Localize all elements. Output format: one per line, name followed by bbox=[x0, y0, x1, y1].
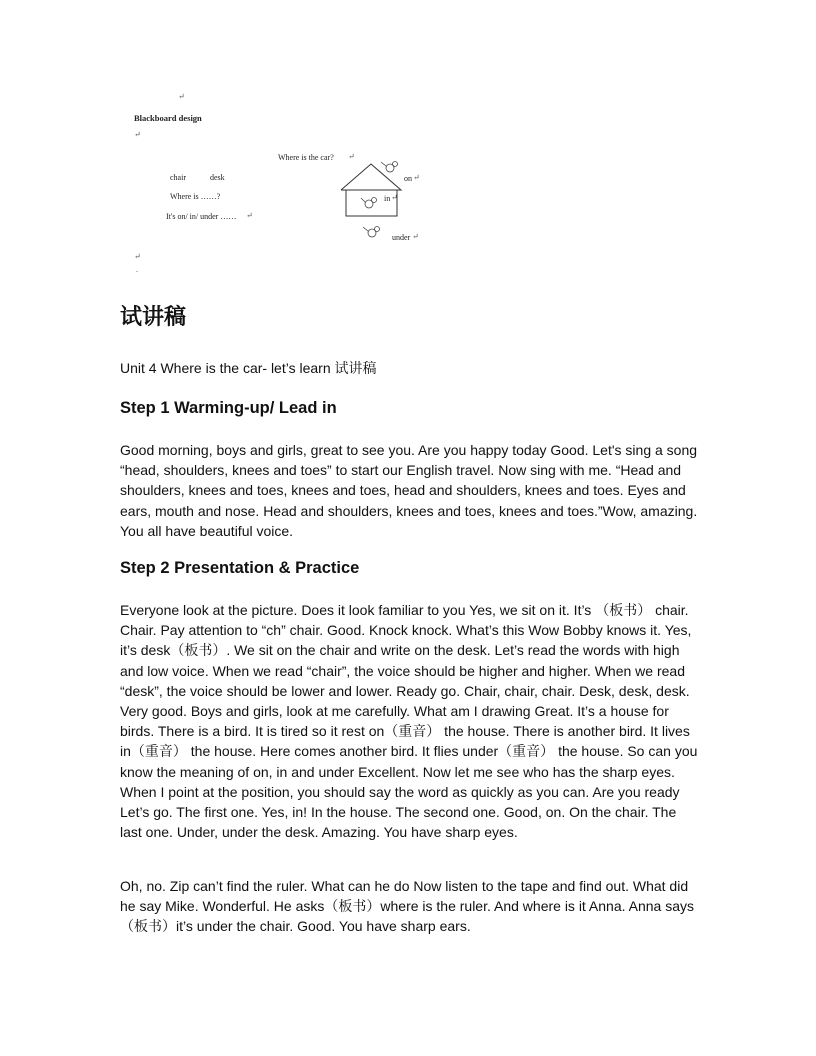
paragraph-mark: ↵ bbox=[348, 152, 355, 161]
paragraph-mark: . bbox=[136, 265, 138, 274]
bird-icon bbox=[381, 162, 398, 173]
page-heading: 试讲稿 bbox=[120, 305, 187, 330]
word-chair: chair bbox=[170, 173, 186, 182]
bird-icon bbox=[361, 198, 377, 209]
blackboard-question: Where is the car? bbox=[278, 153, 334, 162]
house-walls bbox=[346, 190, 397, 216]
paragraph-mark: ↵ bbox=[246, 211, 253, 220]
paragraph-mark: ↵ bbox=[134, 252, 141, 261]
paragraph-mark: ↵ bbox=[412, 232, 419, 241]
paragraph-mark: ↵ bbox=[178, 92, 185, 101]
blackboard-title: Blackboard design bbox=[134, 113, 202, 123]
label-in: in bbox=[384, 194, 391, 203]
label-on: on bbox=[404, 174, 412, 183]
step-1-title: Step 1 Warming-up/ Lead in bbox=[120, 399, 337, 417]
house-roof bbox=[341, 164, 401, 190]
word-desk: desk bbox=[210, 173, 225, 182]
step-2-paragraph: Oh, no. Zip can’t find the ruler. What can he do Now listen to the tape and find out. What did he say Mike. Wonderful. He asks（板书）where is the ruler. And where is it Anna. Anna says （板书）it’s under the chair. Good. You have sharp ears. bbox=[120, 878, 695, 935]
pattern-question: Where is ……? bbox=[170, 192, 221, 201]
document-subtitle: Unit 4 Where is the car- let’s learn 试讲稿 bbox=[120, 360, 377, 376]
step-2-paragraph: Everyone look at the picture. Does it look familiar to you Yes, we sit on it. It’s （板书） chair. Chair. Pay attention to “ch” chair. Good. Knock knock. What’s this Wow Bobby knows it. Yes, it’s desk（板书）. We sit on the chair and write on the desk. Let’s read the words with high and low voice. When we read “chair”, the voice should be higher and higher. When we read “desk”, the voice should be lower and lower. Ready go. Chair, chair, chair. Desk, desk, desk. Very good. Boys and girls, look at me carefully. What am I drawing Great. It’s a house for birds. There is a bird. It is tired so it rest on（重音） the house. There is another bird. It lives in（重音） the house. Here comes another bird. It flies under（重音） the house. So can you know the meaning of on, in and under Excellent. Now let me see who has the sharp eyes. When I point at the position, you should say the word as quickly as you can. Are you ready Let’s go. The first one. Yes, in! In the house. The second one. Good, on. On the chair. The last one. Under, under the desk. Amazing. You have sharp eyes. bbox=[120, 602, 698, 841]
pattern-answer: It's on/ in/ under …… bbox=[166, 212, 237, 221]
paragraph-mark: ↵ bbox=[413, 173, 420, 182]
bird-icon bbox=[363, 227, 380, 238]
step-2-title: Step 2 Presentation & Practice bbox=[120, 559, 360, 577]
label-under: under bbox=[392, 233, 411, 242]
house-drawing bbox=[128, 90, 428, 280]
paragraph-mark: ↵ bbox=[391, 193, 398, 202]
blackboard-design-figure bbox=[128, 90, 428, 280]
paragraph-mark: ↵ bbox=[134, 130, 141, 139]
step-1-paragraph: Good morning, boys and girls, great to see you. Are you happy today Good. Let's sing a song “head, shoulders, knees and toes” to start our English travel. Now sing with me. “Head and shoulders, knees and toes, knees and toes, head and shoulders, knees and toes. Eyes and ears, mouth and nose. Head and shoulders, knees and toes, knees and toes.”Wow, amazing. You all have beautiful voice. bbox=[120, 442, 698, 539]
